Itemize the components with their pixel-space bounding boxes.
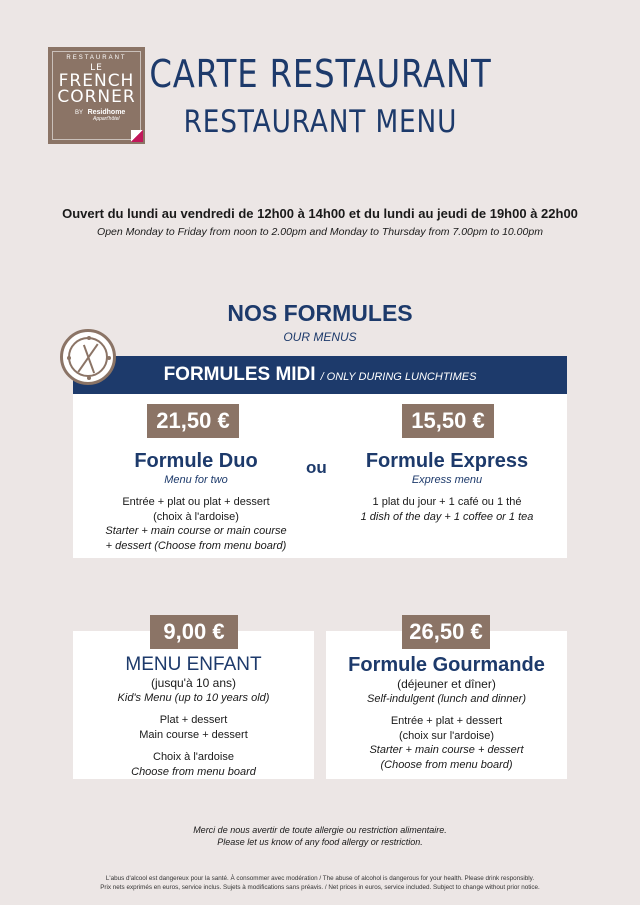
clock-tick-12 (87, 336, 91, 340)
menu-enfant (73, 654, 314, 779)
logo-corner: CORNER (57, 87, 136, 107)
logo-brand-sub: Appart'hôtel (93, 116, 120, 122)
kids-line-4: Choose from menu board (131, 765, 256, 778)
page-title-en: RESTAURANT MENU (183, 104, 458, 140)
clock-tick-6 (87, 376, 91, 380)
logo-brand: Residhome (87, 109, 126, 116)
formule-duo (83, 450, 309, 553)
express-subtitle: Express menu (411, 474, 483, 486)
kids-price-badge: 9,00 € (150, 615, 238, 649)
duo-price-badge: 21,50 € (147, 404, 239, 438)
section-title: NOS FORMULES (227, 300, 413, 326)
kids-subtitle-en: Kid's Menu (up to 10 years old) (117, 691, 270, 704)
allergy-note-en: Please let us know of any food allergy or restriction. (217, 837, 423, 847)
section-subtitle: OUR MENUS (283, 330, 357, 344)
lunch-banner (73, 356, 567, 394)
opening-hours-fr: Ouvert du lundi au vendredi de 12h00 à 14h00 et du lundi au jeudi de 19h00 à 22h00 (62, 206, 578, 221)
duo-line-4: + dessert (Choose from menu board) (105, 539, 287, 552)
formule-gourmande (326, 654, 567, 772)
gourmet-title: Formule Gourmande (348, 654, 545, 676)
clock-tick-3 (107, 356, 111, 360)
gourmet-subtitle-fr: (déjeuner et dîner) (397, 677, 496, 691)
logo-french: FRENCH (58, 71, 135, 91)
kids-title: MENU ENFANT (125, 654, 262, 675)
duo-line-1: Entrée + plat ou plat + dessert (122, 496, 270, 508)
clock-cutlery-icon (60, 329, 116, 385)
gourmet-line-4: (Choose from menu board) (380, 758, 513, 771)
allergy-note-fr: Merci de nous avertir de toute allergie ou restriction alimentaire. (193, 825, 447, 835)
clock-tick-9 (67, 356, 71, 360)
gourmet-line-2: (choix sur l'ardoise) (398, 729, 495, 742)
duo-subtitle: Menu for two (164, 474, 228, 486)
express-line-2: 1 dish of the day + 1 coffee or 1 tea (360, 510, 534, 523)
banner-subtitle: / ONLY DURING LUNCHTIMES (320, 371, 477, 383)
page-title-fr: CARTE RESTAURANT (149, 52, 492, 96)
gourmet-subtitle-en: Self-indulgent (lunch and dinner) (367, 692, 526, 705)
logo-restaurant-label: RESTAURANT (66, 55, 127, 61)
express-title: Formule Express (365, 450, 529, 472)
legal-alcohol-notice: L'abus d'alcool est dangereux pour la santé. À consommer avec modération / The abuse of alcohol is dangerous for your health. Please drink responsibly. (105, 875, 535, 882)
express-price-badge: 15,50 € (402, 404, 494, 438)
duo-title: Formule Duo (134, 450, 258, 472)
duo-line-3: Starter + main course or main course (105, 525, 287, 537)
gourmet-line-3: Starter + main course + dessert (369, 744, 524, 756)
duo-line-2: (choix à l'ardoise) (153, 510, 239, 523)
legal-price-notice: Prix nets exprimés en euros, service inclus. Sujets à modifications sans préavis. / Net prices in euros, service included. Subject to change without prior notice. (100, 884, 540, 891)
banner-title: FORMULES MIDI (163, 364, 316, 385)
kids-line-3: Choix à l'ardoise (153, 751, 234, 763)
kids-line-2: Main course + dessert (139, 728, 248, 741)
kids-line-1: Plat + dessert (159, 714, 228, 726)
gourmet-line-1: Entrée + plat + dessert (390, 715, 503, 727)
or-separator: ou (306, 458, 327, 477)
logo-by: BY (75, 110, 83, 116)
opening-hours-en: Open Monday to Friday from noon to 2.00pm and Monday to Thursday from 7.00pm to 10.00pm (97, 226, 543, 238)
express-line-1: 1 plat du jour + 1 café ou 1 thé (372, 496, 522, 508)
formule-express (334, 450, 560, 524)
gourmet-price-badge: 26,50 € (402, 615, 490, 649)
logo-le: LE (90, 63, 103, 73)
kids-subtitle-fr: (jusqu'à 10 ans) (150, 676, 236, 690)
